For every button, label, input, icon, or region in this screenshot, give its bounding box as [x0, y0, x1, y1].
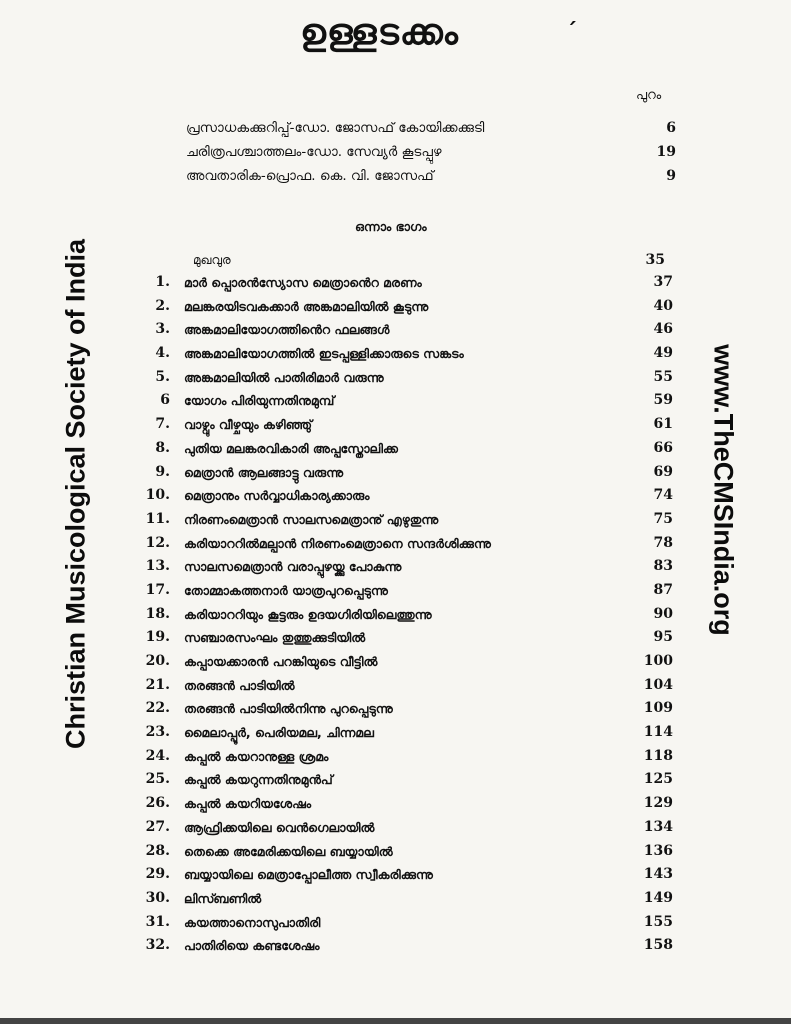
chapter-title: കപ്പായക്കാരൻ പറങ്കിയുടെ വീട്ടിൽ	[184, 654, 378, 669]
chapter-page: 95	[653, 629, 673, 646]
preface-label: മുഖവുര	[193, 253, 231, 267]
chapter-number: 29.	[145, 866, 170, 883]
chapter-title: കരിയാററിൽമല്പാൻ നിരണംമെത്രാനെ സന്ദർശിക്കുന്നു	[184, 535, 491, 551]
chapter-title: കപ്പൽ കയറുന്നതിനുമുൻപ്	[184, 772, 333, 788]
chapter-page: 118	[643, 747, 673, 764]
chapter-number: 8.	[155, 439, 170, 456]
chapter-row	[130, 768, 673, 792]
chapter-number: 3.	[155, 321, 170, 338]
chapter-page: 114	[643, 724, 673, 741]
chapter-number: 26.	[145, 795, 170, 812]
chapter-page: 149	[643, 889, 673, 906]
chapter-number: 18.	[145, 605, 170, 622]
chapter-page: 37	[653, 274, 673, 290]
chapter-title: വാഴ്വും വീഴ്ചയും കഴിഞ്ഞു്	[184, 417, 313, 433]
chapter-number: 23.	[145, 724, 170, 741]
chapter-title: തോമ്മാകത്തനാർ യാത്രപുറപ്പെടുന്നു	[184, 582, 388, 598]
chapter-number: 12.	[145, 534, 170, 551]
chapter-title: അങ്കമാലിയിൽ പാതിരിമാർ വരുന്നു	[184, 369, 384, 385]
chapter-page: 100	[643, 653, 673, 669]
front-matter-label: ചരിത്രപശ്ചാത്തലം-ഡോ. സേവ്യർ കൂടപ്പുഴ	[186, 144, 442, 160]
chapter-title: കരിയാററിയും കൂട്ടരും ഉദയഗിരിയിലെത്തുന്നു	[184, 606, 432, 622]
chapter-number: 20.	[145, 653, 170, 669]
chapter-title: പാതിരിയെ കണ്ടശേഷം	[184, 938, 320, 954]
chapter-row	[130, 745, 673, 769]
chapter-row	[130, 603, 673, 627]
chapter-number: 13.	[145, 558, 170, 575]
chapter-number: 32.	[145, 937, 170, 954]
chapter-page: 90	[653, 605, 673, 622]
chapter-page: 87	[653, 581, 673, 598]
front-matter-label: അവതാരിക-പ്രൊഫ. കെ. വി. ജോസഫ്	[186, 168, 434, 184]
chapter-row	[130, 650, 673, 674]
bottom-border	[0, 1018, 791, 1024]
chapter-title: തരങ്ങൻ പാടിയിൽനിന്നു പുറപ്പെടുന്നു	[184, 701, 393, 717]
chapter-number: 10.	[145, 487, 170, 504]
front-matter-page: 19	[656, 144, 676, 160]
watermark-right-text: www.TheCMSIndia.org	[708, 344, 739, 636]
chapter-title: മൈലാപ്പൂർ, പെരിയമല, ചിന്നമല	[184, 725, 374, 741]
chapter-row	[130, 887, 673, 911]
front-matter-label: പ്രസാധകക്കുറിപ്പ്-ഡോ. ജോസഫ് കോയിക്കക്കുടി	[186, 120, 485, 136]
chapter-title: യോഗം പിരിയുന്നതിനുമുമ്പ്	[184, 393, 335, 409]
chapter-title: അങ്കമാലിയോഗത്തിൽ ഇടപ്പള്ളിക്കാരുടെ സങ്കടം	[184, 346, 464, 362]
chapter-title: ആഫ്രിക്കയിലെ വെൻഗെലായിൽ	[184, 819, 375, 835]
chapter-page: 129	[643, 795, 673, 812]
chapter-number: 25.	[145, 771, 170, 788]
chapter-row	[130, 461, 673, 485]
chapter-number: 19.	[145, 629, 170, 646]
chapter-number: 30.	[145, 889, 170, 906]
chapter-number: 2.	[155, 297, 170, 314]
chapter-page: 49	[653, 345, 673, 362]
front-matter-item	[186, 116, 676, 140]
chapter-title: തരങ്ങൻ പാടിയിൽ	[184, 677, 295, 693]
chapter-title: പുതിയ മലങ്കരവികാരി അപ്പസ്തോലിക്ക	[184, 440, 398, 456]
chapter-list	[130, 271, 673, 958]
chapter-row	[130, 863, 673, 887]
chapter-number: 22.	[145, 700, 170, 717]
chapter-row	[130, 934, 673, 958]
chapter-row	[130, 413, 673, 437]
chapter-row	[130, 318, 673, 342]
chapter-row	[130, 366, 673, 390]
watermark-left-text: Christian Musicological Society of India	[60, 238, 91, 750]
chapter-title: മലങ്കരയിടവകക്കാർ അങ്കമാലിയിൽ കൂടുന്നു	[184, 298, 429, 314]
chapter-page: 134	[643, 818, 673, 835]
chapter-row	[130, 911, 673, 935]
stray-mark: ׳	[568, 14, 578, 39]
chapter-page: 46	[653, 321, 673, 338]
chapter-page: 83	[653, 558, 673, 575]
chapter-row	[130, 555, 673, 579]
chapter-page: 158	[643, 937, 673, 954]
chapter-number: 21.	[145, 676, 170, 693]
page-column-header: പുറം	[636, 88, 662, 103]
chapter-number: 5.	[155, 368, 170, 385]
chapter-row	[130, 532, 673, 556]
chapter-title: മെത്രാനും സർവ്വാധികാര്യക്കാരും	[184, 488, 370, 504]
chapter-page: 143	[643, 866, 673, 883]
chapter-page: 104	[643, 676, 673, 693]
chapter-page: 66	[653, 439, 673, 456]
preface-entry	[193, 249, 665, 271]
chapter-row	[130, 295, 673, 319]
chapter-page: 78	[653, 534, 673, 551]
chapter-number: 27.	[145, 818, 170, 835]
chapter-page: 125	[643, 771, 673, 788]
front-matter-item	[186, 164, 676, 188]
chapter-page: 61	[653, 416, 673, 433]
chapter-page: 55	[653, 368, 673, 385]
chapter-row	[130, 271, 673, 295]
chapter-row	[130, 389, 673, 413]
chapter-title: തെക്കെ അമേരിക്കയിലെ ബയ്യായിൽ	[184, 843, 393, 859]
chapter-title: മാർ പ്പൊരൻസ്യോസ മെത്രാൻെറ മരണം	[184, 275, 422, 290]
chapter-row	[130, 792, 673, 816]
chapter-title: നിരണംമെത്രാൻ സാലസമെത്രാനു് എഴുതുന്നു	[184, 511, 439, 527]
chapter-number: 11.	[145, 510, 170, 527]
chapter-row	[130, 508, 673, 532]
chapter-title: കപ്പൽ കയറാനുള്ള ശ്രമം	[184, 748, 329, 764]
chapter-page: 75	[653, 510, 673, 527]
chapter-number: 6	[160, 392, 170, 409]
chapter-title: ലിസ്ബണിൽ	[184, 890, 262, 906]
chapter-page: 40	[653, 297, 673, 314]
chapter-number: 24.	[145, 747, 170, 764]
chapter-row	[130, 674, 673, 698]
chapter-title: അങ്കമാലിയോഗത്തിൻെറ ഫലങ്ങൾ	[184, 322, 390, 338]
chapter-number: 1.	[155, 274, 170, 290]
chapter-row	[130, 697, 673, 721]
chapter-number: 4.	[155, 345, 170, 362]
chapter-title: സഞ്ചാരസംഘം തുത്തുക്കുടിയിൽ	[184, 630, 366, 646]
chapter-row	[130, 840, 673, 864]
front-matter-page: 6	[666, 120, 676, 136]
front-matter-item	[186, 140, 676, 164]
chapter-page: 69	[653, 463, 673, 480]
front-matter-page: 9	[666, 168, 676, 184]
chapter-row	[130, 437, 673, 461]
chapter-title: സാലസമെത്രാൻ വരാപ്പുഴയ്ക്കു പോകുന്നു	[184, 559, 402, 575]
chapter-page: 109	[643, 700, 673, 717]
chapter-number: 17.	[145, 581, 170, 598]
chapter-title: കയത്താനൊസുപാതിരി	[184, 914, 321, 930]
preface-page: 35	[645, 252, 665, 268]
chapter-page: 136	[643, 842, 673, 859]
front-matter-list	[186, 116, 676, 188]
chapter-number: 28.	[145, 842, 170, 859]
chapter-row	[130, 342, 673, 366]
chapter-page: 155	[643, 913, 673, 930]
chapter-number: 31.	[145, 913, 170, 930]
chapter-row	[130, 579, 673, 603]
chapter-title: ബയ്യായിലെ മെത്രാപ്പോലീത്ത സ്വീകരിക്കുന്നു	[184, 867, 433, 883]
chapter-number: 9.	[155, 463, 170, 480]
chapter-row	[130, 484, 673, 508]
chapter-title: കപ്പൽ കയറിയശേഷം	[184, 796, 312, 812]
chapter-row	[130, 721, 673, 745]
part-heading: ഒന്നാം ഭാഗം	[355, 219, 427, 234]
page-title: ഉള്ളടക്കം	[300, 12, 459, 53]
chapter-page: 74	[653, 487, 673, 504]
chapter-page: 59	[653, 392, 673, 409]
chapter-title: മെത്രാൻ ആലങ്ങാട്ടു വരുന്നു	[184, 464, 344, 480]
chapter-row	[130, 626, 673, 650]
chapter-row	[130, 816, 673, 840]
chapter-number: 7.	[155, 416, 170, 433]
